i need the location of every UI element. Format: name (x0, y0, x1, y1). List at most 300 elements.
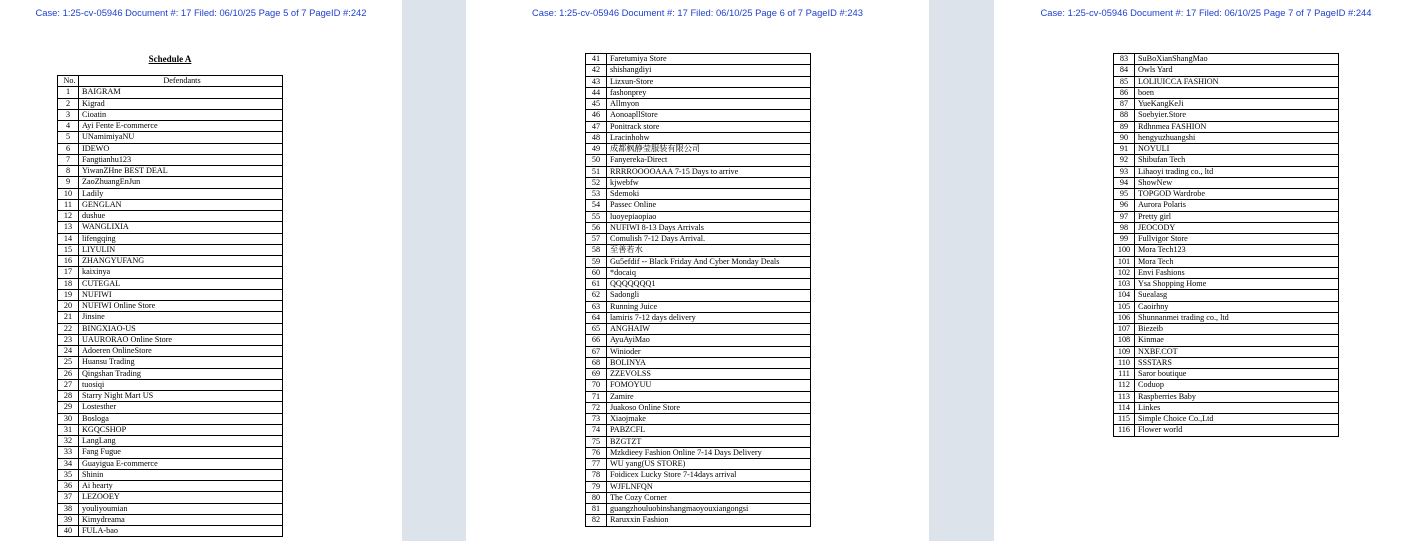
table-row (58, 346, 283, 357)
table-row (58, 177, 283, 188)
row-number: 21 (58, 312, 79, 323)
defendant-name: CUTEGAL (79, 278, 283, 289)
case-header: Case: 1:25-cv-05946 Document #: 17 Filed: 06/10/25 Page 5 of 7 PageID #:242 (35, 7, 367, 18)
row-number: 50 (586, 155, 607, 166)
defendant-name: Raspberries Baby (1135, 391, 1339, 402)
defendant-name: ZHANGYUFANG (79, 256, 283, 267)
row-number: 98 (1114, 222, 1135, 233)
table-row (586, 459, 811, 470)
defendant-name: NUFIWI 8-13 Days Arrivals (607, 222, 811, 233)
table-row (58, 323, 283, 334)
row-number: 58 (586, 245, 607, 256)
row-number: 34 (58, 458, 79, 469)
defendant-name: Gu5efdif -- Black Friday And Cyber Monday Deals (607, 256, 811, 267)
defendant-name: Shibufan Tech (1135, 155, 1339, 166)
table-row (586, 155, 811, 166)
table-row (58, 222, 283, 233)
row-number: 39 (58, 514, 79, 525)
table-row (1114, 211, 1339, 222)
defendant-name: shishangdiyi (607, 65, 811, 76)
table-row (586, 54, 811, 65)
row-number: 74 (586, 425, 607, 436)
row-number: 60 (586, 267, 607, 278)
table-row (1114, 256, 1339, 267)
row-number: 12 (58, 211, 79, 222)
table-row (1114, 121, 1339, 132)
table-row (1114, 301, 1339, 312)
table-row (586, 279, 811, 290)
defendant-name: Jinsine (79, 312, 283, 323)
case-header: Case: 1:25-cv-05946 Document #: 17 Filed: 06/10/25 Page 7 of 7 PageID #:244 (1040, 7, 1372, 18)
row-number: 24 (58, 346, 79, 357)
table-row (1114, 245, 1339, 256)
row-number: 75 (586, 436, 607, 447)
defendant-name: AyuAyiMao (607, 335, 811, 346)
row-number: 30 (58, 413, 79, 424)
table-row (58, 87, 283, 98)
row-number: 68 (586, 357, 607, 368)
row-number: 20 (58, 301, 79, 312)
defendant-name: The Cozy Corner (607, 492, 811, 503)
row-number: 9 (58, 177, 79, 188)
row-number: 105 (1114, 301, 1135, 312)
table-row (586, 324, 811, 335)
defendant-name: Sadongli (607, 290, 811, 301)
defendant-name: Caoirhny (1135, 301, 1339, 312)
defendant-name: kjwebfw (607, 177, 811, 188)
table-row (586, 76, 811, 87)
defendant-name: Kigrad (79, 98, 283, 109)
defendants-table (585, 53, 811, 527)
defendant-name: Mzkdieey Fashion Online 7-14 Days Delivery (607, 447, 811, 458)
row-number: 38 (58, 503, 79, 514)
table-row (586, 189, 811, 200)
defendant-name: guangzhouluobinshangmaoyouxiangongsi (607, 504, 811, 515)
row-number: 40 (58, 526, 79, 537)
row-number: 72 (586, 402, 607, 413)
row-number: 96 (1114, 200, 1135, 211)
table-row (586, 177, 811, 188)
table-row (586, 346, 811, 357)
table-row (58, 211, 283, 222)
defendant-name: FULA-bao (79, 526, 283, 537)
table-row (1114, 177, 1339, 188)
row-number: 91 (1114, 144, 1135, 155)
defendants-table (1113, 53, 1339, 437)
table-row (586, 492, 811, 503)
row-number: 65 (586, 324, 607, 335)
row-number: 7 (58, 154, 79, 165)
defendant-name: YiwanZHne BEST DEAL (79, 166, 283, 177)
table-row (1114, 144, 1339, 155)
defendant-name: Ladily (79, 188, 283, 199)
row-number: 110 (1114, 357, 1135, 368)
defendant-name: Juakoso Online Store (607, 402, 811, 413)
row-number: 1 (58, 87, 79, 98)
defendant-name: Faretumiya Store (607, 54, 811, 65)
defendant-name: LIYULIN (79, 244, 283, 255)
table-row (1114, 222, 1339, 233)
defendant-name: BAIGRAM (79, 87, 283, 98)
defendant-name: Rdhnmea FASHION (1135, 121, 1339, 132)
row-number: 63 (586, 301, 607, 312)
table-row (586, 132, 811, 143)
row-number: 67 (586, 346, 607, 357)
row-number: 62 (586, 290, 607, 301)
table-row (58, 469, 283, 480)
defendant-name: fashonprey (607, 87, 811, 98)
table-row (1114, 132, 1339, 143)
row-number: 16 (58, 256, 79, 267)
table-row (586, 425, 811, 436)
defendant-name: Lostesther (79, 402, 283, 413)
row-number: 80 (586, 492, 607, 503)
row-number: 26 (58, 368, 79, 379)
defendant-name: Ayi Fente E-commerce (79, 121, 283, 132)
table-row (586, 391, 811, 402)
table-row (58, 458, 283, 469)
table-row (58, 244, 283, 255)
row-number: 61 (586, 279, 607, 290)
row-number: 102 (1114, 267, 1135, 278)
defendant-name: Winioder (607, 346, 811, 357)
defendant-name: GENGLAN (79, 199, 283, 210)
table-row (1114, 110, 1339, 121)
defendant-name: WU yang(US STORE) (607, 459, 811, 470)
row-number: 81 (586, 504, 607, 515)
defendant-name: NUFIWI Online Store (79, 301, 283, 312)
table-row (1114, 87, 1339, 98)
defendant-name: Owls Yard (1135, 65, 1339, 76)
defendant-name: Fangtianhu123 (79, 154, 283, 165)
defendant-name: BINGXIAO-US (79, 323, 283, 334)
defendant-name: ANGHAIW (607, 324, 811, 335)
row-number: 88 (1114, 110, 1135, 121)
row-number: 27 (58, 379, 79, 390)
row-number: 31 (58, 424, 79, 435)
row-number: 44 (586, 87, 607, 98)
defendant-name: KGQCSHOP (79, 424, 283, 435)
table-row (586, 256, 811, 267)
row-number: 22 (58, 323, 79, 334)
table-row (58, 334, 283, 345)
defendant-name: kaixinya (79, 267, 283, 278)
defendant-name: Linkes (1135, 402, 1339, 413)
row-number: 25 (58, 357, 79, 368)
defendant-name: NXBF.COT (1135, 346, 1339, 357)
row-number: 83 (1114, 54, 1135, 65)
defendant-name: Kinmae (1135, 335, 1339, 346)
table-row (58, 98, 283, 109)
table-row (586, 312, 811, 323)
row-number: 89 (1114, 121, 1135, 132)
table-row (58, 267, 283, 278)
row-number: 90 (1114, 132, 1135, 143)
table-row (58, 199, 283, 210)
row-number: 79 (586, 481, 607, 492)
row-number: 11 (58, 199, 79, 210)
table-row (1114, 234, 1339, 245)
table-row (586, 380, 811, 391)
table-row (586, 481, 811, 492)
defendant-name: Coduop (1135, 380, 1339, 391)
table-row (1114, 369, 1339, 380)
table-row (1114, 414, 1339, 425)
table-row (58, 132, 283, 143)
row-number: 66 (586, 335, 607, 346)
row-number: 77 (586, 459, 607, 470)
table-row (58, 402, 283, 413)
table-row (1114, 155, 1339, 166)
defendant-name: WANGLIXIA (79, 222, 283, 233)
row-number: 84 (1114, 65, 1135, 76)
row-number: 6 (58, 143, 79, 154)
row-number: 95 (1114, 189, 1135, 200)
table-row (58, 368, 283, 379)
defendant-name: Lihaoyi trading co., ltd (1135, 166, 1339, 177)
defendant-name: Fanyereka-Direct (607, 155, 811, 166)
row-number: 54 (586, 200, 607, 211)
table-row (1114, 391, 1339, 402)
schedule-title: Schedule A (148, 54, 192, 64)
defendant-name: Aurora Polaris (1135, 200, 1339, 211)
defendant-name: hengyuzhuangshi (1135, 132, 1339, 143)
defendant-name: Ysa Shopping Home (1135, 279, 1339, 290)
row-number: 43 (586, 76, 607, 87)
row-number: 5 (58, 132, 79, 143)
row-number: 86 (1114, 87, 1135, 98)
table-row (586, 301, 811, 312)
defendant-name: PABZCFL (607, 425, 811, 436)
defendant-name: Raruxxin Fashion (607, 515, 811, 526)
row-number: 8 (58, 166, 79, 177)
table-row (586, 447, 811, 458)
defendant-name: Simple Choice Co.,Ltd (1135, 414, 1339, 425)
row-number: 113 (1114, 391, 1135, 402)
row-number: 103 (1114, 279, 1135, 290)
table-row (1114, 99, 1339, 110)
defendant-name: Running Juice (607, 301, 811, 312)
row-number: 97 (1114, 211, 1135, 222)
defendant-name: luoyepiaopiao (607, 211, 811, 222)
table-row (1114, 402, 1339, 413)
row-number: 33 (58, 447, 79, 458)
table-row (58, 278, 283, 289)
table-row (58, 481, 283, 492)
table-row (58, 289, 283, 300)
table-row (586, 110, 811, 121)
row-number: 85 (1114, 76, 1135, 87)
table-row (58, 109, 283, 120)
case-header: Case: 1:25-cv-05946 Document #: 17 Filed: 06/10/25 Page 6 of 7 PageID #:243 (532, 7, 863, 18)
table-row (586, 290, 811, 301)
table-row (58, 312, 283, 323)
table-row (1114, 380, 1339, 391)
table-row (1114, 76, 1339, 87)
table-row (586, 222, 811, 233)
defendant-name: IDEWO (79, 143, 283, 154)
table-row (58, 121, 283, 132)
row-number: 56 (586, 222, 607, 233)
defendant-name: Lracinhohw (607, 132, 811, 143)
table-row (586, 234, 811, 245)
table-row (1114, 200, 1339, 211)
table-row (58, 413, 283, 424)
row-number: 4 (58, 121, 79, 132)
defendant-name: ShowNew (1135, 177, 1339, 188)
table-row (586, 414, 811, 425)
table-row (586, 335, 811, 346)
defendant-name: QQQQQQQ1 (607, 279, 811, 290)
row-number: 108 (1114, 335, 1135, 346)
table-row (58, 447, 283, 458)
defendant-name: Ponitrack store (607, 121, 811, 132)
row-number: 41 (586, 54, 607, 65)
row-number: 46 (586, 110, 607, 121)
row-number: 18 (58, 278, 79, 289)
table-row (1114, 54, 1339, 65)
table-row (586, 357, 811, 368)
defendant-name: Starry Night Mart US (79, 391, 283, 402)
table-row (58, 256, 283, 267)
defendant-name: Mora Tech123 (1135, 245, 1339, 256)
row-number: 59 (586, 256, 607, 267)
table-row (1114, 425, 1339, 436)
defendant-name: RRRROOOOAAA 7-15 Days to arrive (607, 166, 811, 177)
defendant-name: Ai hearty (79, 481, 283, 492)
defendant-name: SuBoXianShangMao (1135, 54, 1339, 65)
defendant-name: LOLIUICCA FASHION (1135, 76, 1339, 87)
table-row (58, 492, 283, 503)
defendant-name: SSSTARS (1135, 357, 1339, 368)
defendant-name: Lizxun-Store (607, 76, 811, 87)
table-row (586, 65, 811, 76)
table-row (586, 99, 811, 110)
table-row (586, 87, 811, 98)
defendant-name: Xiaojmake (607, 414, 811, 425)
row-number: 100 (1114, 245, 1135, 256)
row-number: 52 (586, 177, 607, 188)
row-number: 87 (1114, 99, 1135, 110)
table-row (586, 211, 811, 222)
defendant-name: Guayigua E-commerce (79, 458, 283, 469)
row-number: 70 (586, 380, 607, 391)
row-number: 69 (586, 369, 607, 380)
defendant-name: Huansu Trading (79, 357, 283, 368)
table-row (58, 154, 283, 165)
table-row (58, 436, 283, 447)
table-row (586, 245, 811, 256)
table-row (586, 402, 811, 413)
defendant-name: lamiris 7-12 days delivery (607, 312, 811, 323)
table-row (58, 188, 283, 199)
table-row (1114, 65, 1339, 76)
defendant-name: *docaiq (607, 267, 811, 278)
row-number: 78 (586, 470, 607, 481)
defendant-name: Biezeib (1135, 324, 1339, 335)
row-number: 17 (58, 267, 79, 278)
defendant-name: WJFLNFQN (607, 481, 811, 492)
defendant-name: YueKangKeJi (1135, 99, 1339, 110)
defendant-name: BZGTZT (607, 436, 811, 447)
defendant-name: ZaoZhuangEnJun (79, 177, 283, 188)
table-row (58, 526, 283, 537)
row-number: 14 (58, 233, 79, 244)
table-row (586, 436, 811, 447)
defendant-name: Fang Fugue (79, 447, 283, 458)
row-number: 3 (58, 109, 79, 120)
row-number: 71 (586, 391, 607, 402)
table-row (58, 424, 283, 435)
defendant-name: lifengqing (79, 233, 283, 244)
defendant-name: Flower world (1135, 425, 1339, 436)
table-row (58, 143, 283, 154)
defendant-name: UAURORAO Online Store (79, 334, 283, 345)
row-number: 53 (586, 189, 607, 200)
table-row (1114, 335, 1339, 346)
table-row (1114, 346, 1339, 357)
table-row (586, 166, 811, 177)
row-number: 37 (58, 492, 79, 503)
row-number: 45 (586, 99, 607, 110)
row-number: 15 (58, 244, 79, 255)
table-row (1114, 189, 1339, 200)
row-number: 109 (1114, 346, 1135, 357)
defendant-name: Envi Fashions (1135, 267, 1339, 278)
row-number: 107 (1114, 324, 1135, 335)
table-row (1114, 290, 1339, 301)
table-row (58, 357, 283, 368)
table-row (1114, 267, 1339, 278)
table-row (58, 233, 283, 244)
defendant-name: Bosloga (79, 413, 283, 424)
row-number: 64 (586, 312, 607, 323)
table-row (58, 391, 283, 402)
row-number: 2 (58, 98, 79, 109)
defendant-name: JEOCODY (1135, 222, 1339, 233)
row-number: 23 (58, 334, 79, 345)
table-row (58, 514, 283, 525)
table-row (586, 121, 811, 132)
table-row (1114, 279, 1339, 290)
table-row (586, 144, 811, 155)
row-number: 36 (58, 481, 79, 492)
table-row (1114, 357, 1339, 368)
row-number: 28 (58, 391, 79, 402)
row-number: 13 (58, 222, 79, 233)
defendant-name: boen (1135, 87, 1339, 98)
defendant-name: tuosiqi (79, 379, 283, 390)
defendant-name: Saror boutique (1135, 369, 1339, 380)
table-row (58, 379, 283, 390)
defendant-name: Passec Online (607, 200, 811, 211)
defendant-name: LangLang (79, 436, 283, 447)
row-number: 35 (58, 469, 79, 480)
row-number: 57 (586, 234, 607, 245)
defendant-name: Qingshan Trading (79, 368, 283, 379)
table-row (1114, 166, 1339, 177)
table-row (58, 301, 283, 312)
row-number: 32 (58, 436, 79, 447)
row-number: 73 (586, 414, 607, 425)
row-number: 92 (1114, 155, 1135, 166)
row-number: 114 (1114, 402, 1135, 413)
row-number: 112 (1114, 380, 1135, 391)
defendant-name: NOYULI (1135, 144, 1339, 155)
defendant-name: 至善若水 (607, 245, 811, 256)
row-number: 51 (586, 166, 607, 177)
row-number: 42 (586, 65, 607, 76)
